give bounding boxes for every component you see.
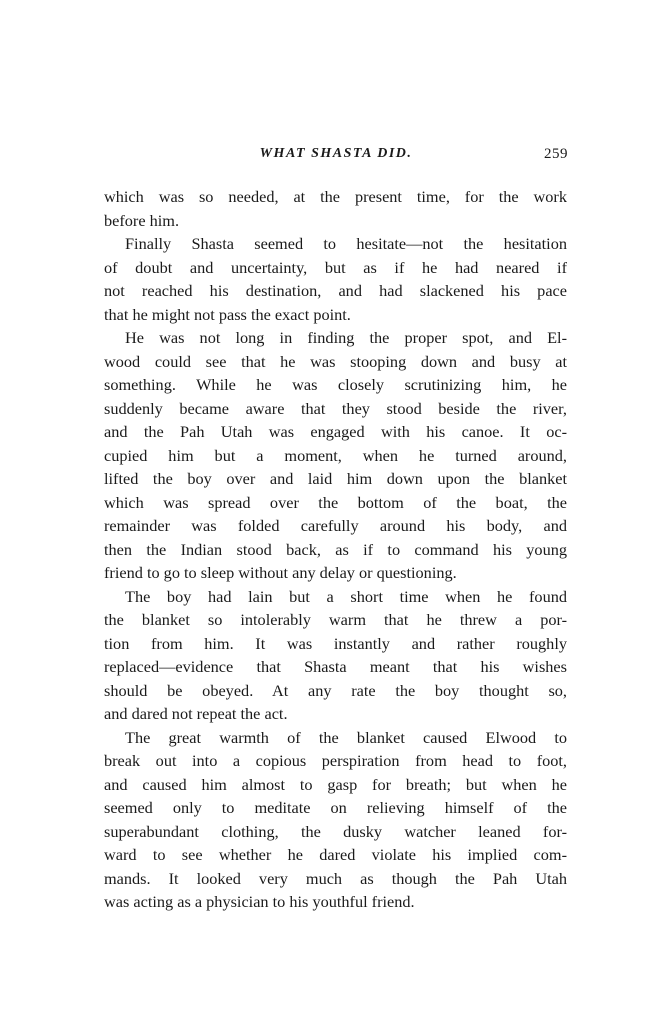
text-line: remainder was folded carefully around his body, and: [104, 516, 567, 535]
text-line: replaced—evidence that Shasta meant that his wishes: [104, 657, 567, 676]
text-line: lifted the boy over and laid him down upon the blanket: [104, 469, 567, 488]
text-line: should be obeyed. At any rate the boy thought so,: [104, 680, 567, 700]
text-line: friend to go to sleep without any delay or questioning.: [104, 563, 457, 582]
text-line: which was so needed, at the present time, for the work: [104, 187, 567, 206]
text-line: ward to see whether he dared violate his implied com-: [104, 845, 567, 864]
text-line: not reached his destination, and had slackened his pace: [104, 281, 567, 300]
text-line: cupied him but a moment, when he turned around,: [104, 445, 567, 465]
text-line: suddenly became aware that they stood beside the river,: [104, 398, 567, 418]
text-line: before him.: [104, 210, 180, 230]
text-line: and caused him almost to gasp for breath; but when he: [104, 774, 567, 794]
text-line: Finally Shasta seemed to hesitate—not the hesitation: [125, 234, 567, 253]
text-line: something. While he was closely scrutinizing him, he: [104, 375, 567, 394]
text-line: and the Pah Utah was engaged with his canoe. It oc-: [104, 422, 567, 441]
running-head: [104, 146, 568, 168]
text-line: break out into a copious perspiration from head to foot,: [104, 751, 567, 770]
text-line: wood could see that he was stooping down and busy at: [104, 351, 567, 371]
text-line: of doubt and uncertainty, but as if he had neared if: [104, 257, 567, 277]
text-line: He was not long in finding the proper spot, and El-: [125, 328, 567, 347]
text-line: and dared not repeat the act.: [104, 704, 288, 723]
text-line: the blanket so intolerably warm that he threw a por-: [104, 610, 567, 629]
text-line: which was spread over the bottom of the boat, the: [104, 492, 567, 512]
text-line: The boy had lain but a short time when he found: [125, 586, 567, 606]
text-line: seemed only to meditate on relieving himself of the: [104, 798, 567, 817]
text-line: was acting as a physician to his youthful friend.: [104, 892, 415, 911]
text-line: that he might not pass the exact point.: [104, 304, 351, 324]
text-line: tion from him. It was instantly and rather roughly: [104, 633, 567, 653]
text-line: mands. It looked very much as though the Pah Utah: [104, 868, 567, 888]
body-text: [104, 185, 567, 914]
text-line: The great warmth of the blanket caused Elwood to: [125, 727, 567, 747]
page-number: 259: [544, 146, 568, 162]
text-line: then the Indian stood back, as if to command his young: [104, 539, 567, 559]
text-line: superabundant clothing, the dusky watcher leaned for-: [104, 821, 567, 841]
running-head-title: WHAT SHASTA DID.: [259, 146, 413, 161]
